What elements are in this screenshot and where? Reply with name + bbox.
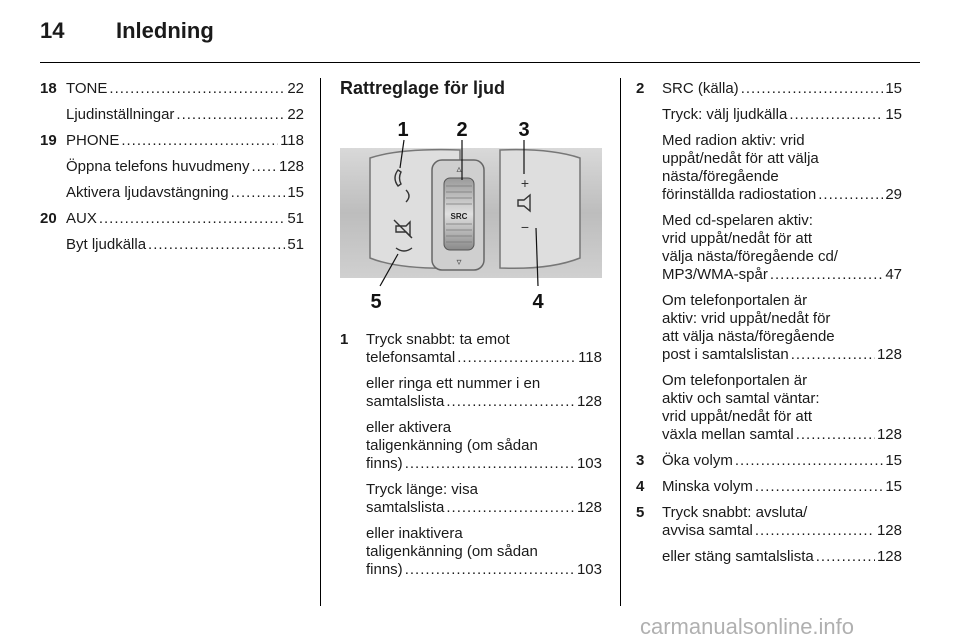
dot-leader bbox=[791, 346, 875, 364]
toc-line bbox=[662, 548, 902, 566]
page-ref: 15 bbox=[885, 80, 902, 97]
entry-text: finns) bbox=[366, 561, 403, 578]
page-header bbox=[40, 18, 214, 44]
entry-text: välja nästa/föregående cd/ bbox=[662, 248, 838, 265]
watermark: carmanualsonline.info bbox=[640, 614, 855, 639]
entry-text: att välja nästa/föregående bbox=[662, 328, 835, 345]
legend-entry bbox=[40, 80, 304, 98]
page-ref: 15 bbox=[885, 452, 902, 469]
toc-line bbox=[66, 80, 304, 98]
toc-line bbox=[662, 186, 902, 204]
steering-wheel-controls-figure bbox=[340, 108, 602, 318]
sub-entry bbox=[636, 132, 902, 204]
entry-text: samtalslista bbox=[366, 499, 445, 516]
sub-entry bbox=[636, 292, 902, 364]
dot-leader bbox=[818, 186, 883, 204]
entry-text: växla mellan samtal bbox=[662, 426, 794, 443]
sub-entry bbox=[636, 548, 902, 566]
page-ref: 128 bbox=[576, 393, 602, 410]
entry-text: MP3/WMA-spår bbox=[662, 266, 768, 283]
legend-entry bbox=[636, 452, 902, 470]
header-rule bbox=[40, 62, 920, 63]
entry-text: PHONE bbox=[66, 132, 120, 149]
sub-entry bbox=[40, 236, 304, 254]
down-arrow-icon: ▿ bbox=[456, 257, 462, 268]
entry-text: Byt ljudkälla bbox=[66, 236, 147, 253]
page-ref: 128 bbox=[876, 522, 902, 539]
toc-line bbox=[366, 499, 602, 517]
page-ref: 128 bbox=[876, 346, 902, 363]
section-title: Rattreglage för ljud bbox=[340, 78, 506, 98]
toc-line bbox=[662, 452, 902, 470]
dot-leader bbox=[816, 548, 875, 566]
column-divider-right bbox=[620, 78, 621, 606]
entry-text: eller aktivera bbox=[366, 419, 452, 436]
entry-text: Aktivera ljudavstängning bbox=[66, 184, 229, 201]
entry-text: uppåt/nedåt för att välja bbox=[662, 150, 819, 167]
page-number: 14 bbox=[40, 18, 65, 43]
dot-leader bbox=[789, 106, 883, 124]
entry-text: taligenkänning (om sådan bbox=[366, 543, 538, 560]
page-ref: 128 bbox=[576, 499, 602, 516]
entry-number: 2 bbox=[636, 80, 645, 97]
entry-text: eller inaktivera bbox=[366, 525, 463, 542]
dot-leader bbox=[121, 132, 278, 150]
entry-number: 18 bbox=[40, 80, 57, 97]
dot-leader bbox=[796, 426, 875, 444]
entry-text: aktiv: vrid uppåt/nedåt för bbox=[662, 310, 831, 327]
dot-leader bbox=[109, 80, 285, 98]
plus-icon: + bbox=[520, 175, 530, 191]
toc-line bbox=[662, 80, 902, 98]
sub-entry bbox=[636, 212, 902, 284]
page-ref: 22 bbox=[287, 106, 304, 123]
toc-line bbox=[366, 561, 602, 579]
entry-text: telefonsamtal bbox=[366, 349, 456, 366]
page-ref: 118 bbox=[578, 349, 602, 366]
entry-text: Tryck länge: visa bbox=[366, 481, 478, 498]
up-arrow-icon: ▵ bbox=[456, 164, 462, 175]
dot-leader bbox=[446, 499, 575, 517]
page-ref: 47 bbox=[885, 266, 902, 283]
toc-line bbox=[66, 184, 304, 202]
dot-leader bbox=[405, 455, 575, 473]
callout-2: 2 bbox=[456, 119, 468, 141]
legend-entry bbox=[40, 210, 304, 228]
entry-text: eller stäng samtalslista bbox=[662, 548, 814, 565]
sub-entry bbox=[40, 158, 304, 176]
column-divider-left bbox=[320, 78, 321, 606]
entry-number: 19 bbox=[40, 132, 57, 149]
dot-leader bbox=[735, 452, 883, 470]
legend-entry bbox=[636, 80, 902, 98]
sub-entry bbox=[636, 372, 902, 444]
toc-line bbox=[662, 106, 902, 124]
page-ref: 118 bbox=[280, 132, 304, 149]
entry-text: nästa/föregående bbox=[662, 168, 779, 185]
dot-leader bbox=[405, 561, 575, 579]
callout-4: 4 bbox=[532, 291, 544, 313]
sub-entry bbox=[340, 375, 602, 411]
page-ref: 15 bbox=[287, 184, 304, 201]
callout-3: 3 bbox=[518, 119, 530, 141]
entry-text: taligenkänning (om sådan bbox=[366, 437, 538, 454]
toc-line bbox=[366, 393, 602, 411]
chapter-title: Inledning bbox=[116, 18, 214, 43]
sub-entry bbox=[636, 106, 902, 124]
page-ref: 29 bbox=[885, 186, 902, 203]
entry-text: förinställda radiostation bbox=[662, 186, 817, 203]
entry-text: samtalslista bbox=[366, 393, 445, 410]
sub-entry bbox=[340, 525, 602, 579]
middle-column bbox=[340, 331, 602, 587]
toc-line bbox=[662, 522, 902, 540]
entry-text: Tryck: välj ljudkälla bbox=[662, 106, 788, 123]
right-button-cluster bbox=[500, 150, 580, 269]
callout-5: 5 bbox=[370, 291, 382, 313]
dot-leader bbox=[148, 236, 285, 254]
left-column bbox=[40, 80, 304, 262]
entry-number: 5 bbox=[636, 504, 645, 521]
page-ref: 22 bbox=[287, 80, 304, 97]
legend-entry bbox=[340, 331, 602, 367]
toc-line bbox=[366, 349, 602, 367]
right-column bbox=[636, 80, 902, 574]
toc-line bbox=[662, 266, 902, 284]
toc-line bbox=[66, 158, 304, 176]
entry-text: aktiv och samtal väntar: bbox=[662, 390, 820, 407]
page-ref: 103 bbox=[576, 455, 602, 472]
toc-line bbox=[66, 106, 304, 124]
toc-line bbox=[66, 132, 304, 150]
page-ref: 128 bbox=[876, 548, 902, 565]
sub-entry bbox=[340, 481, 602, 517]
page-ref: 15 bbox=[885, 106, 902, 123]
entry-text: Tryck snabbt: ta emot bbox=[366, 331, 510, 348]
entry-text: eller ringa ett nummer i en bbox=[366, 375, 541, 392]
page-ref: 128 bbox=[278, 158, 304, 175]
dot-leader bbox=[755, 522, 875, 540]
dot-leader bbox=[99, 210, 285, 228]
toc-line bbox=[662, 346, 902, 364]
toc-line bbox=[366, 455, 602, 473]
entry-text: vrid uppåt/nedåt för att bbox=[662, 408, 813, 425]
toc-line bbox=[66, 236, 304, 254]
toc-line bbox=[662, 478, 902, 496]
dot-leader bbox=[741, 80, 884, 98]
src-label: SRC bbox=[450, 212, 468, 221]
dot-leader bbox=[770, 266, 883, 284]
toc-line bbox=[662, 426, 902, 444]
entry-text: vrid uppåt/nedåt för att bbox=[662, 230, 813, 247]
dot-leader bbox=[251, 158, 277, 176]
sub-entry bbox=[40, 106, 304, 124]
minus-icon: − bbox=[520, 219, 530, 235]
entry-text: Med cd-spelaren aktiv: bbox=[662, 212, 813, 229]
page-ref: 103 bbox=[576, 561, 602, 578]
toc-line bbox=[66, 210, 304, 228]
sub-entry bbox=[340, 419, 602, 473]
entry-text: AUX bbox=[66, 210, 97, 227]
page-ref: 51 bbox=[287, 236, 304, 253]
dot-leader bbox=[231, 184, 286, 202]
entry-text: finns) bbox=[366, 455, 403, 472]
page-ref: 128 bbox=[876, 426, 902, 443]
dot-leader bbox=[446, 393, 575, 411]
dot-leader bbox=[755, 478, 883, 496]
entry-text: Öppna telefons huvudmeny bbox=[66, 158, 250, 175]
entry-text: Minska volym bbox=[662, 478, 753, 495]
entry-number: 3 bbox=[636, 452, 645, 469]
entry-text: Om telefonportalen är bbox=[662, 372, 808, 389]
legend-entry bbox=[40, 132, 304, 150]
entry-number: 20 bbox=[40, 210, 57, 227]
dot-leader bbox=[176, 106, 285, 124]
entry-number: 1 bbox=[340, 331, 349, 348]
entry-text: post i samtalslistan bbox=[662, 346, 789, 363]
page-ref: 51 bbox=[287, 210, 304, 227]
callout-1: 1 bbox=[397, 119, 409, 141]
entry-text: Om telefonportalen är bbox=[662, 292, 808, 309]
legend-entry bbox=[636, 478, 902, 496]
sub-entry bbox=[40, 184, 304, 202]
entry-text: Med radion aktiv: vrid bbox=[662, 132, 805, 149]
entry-text: Ljudinställningar bbox=[66, 106, 175, 123]
page-ref: 15 bbox=[885, 478, 902, 495]
entry-text: Öka volym bbox=[662, 452, 733, 469]
dot-leader bbox=[457, 349, 576, 367]
entry-number: 4 bbox=[636, 478, 645, 495]
entry-text: TONE bbox=[66, 80, 108, 97]
legend-entry bbox=[636, 504, 902, 540]
entry-text: avvisa samtal bbox=[662, 522, 753, 539]
entry-text: Tryck snabbt: avsluta/ bbox=[662, 504, 808, 521]
entry-text: SRC (källa) bbox=[662, 80, 739, 97]
